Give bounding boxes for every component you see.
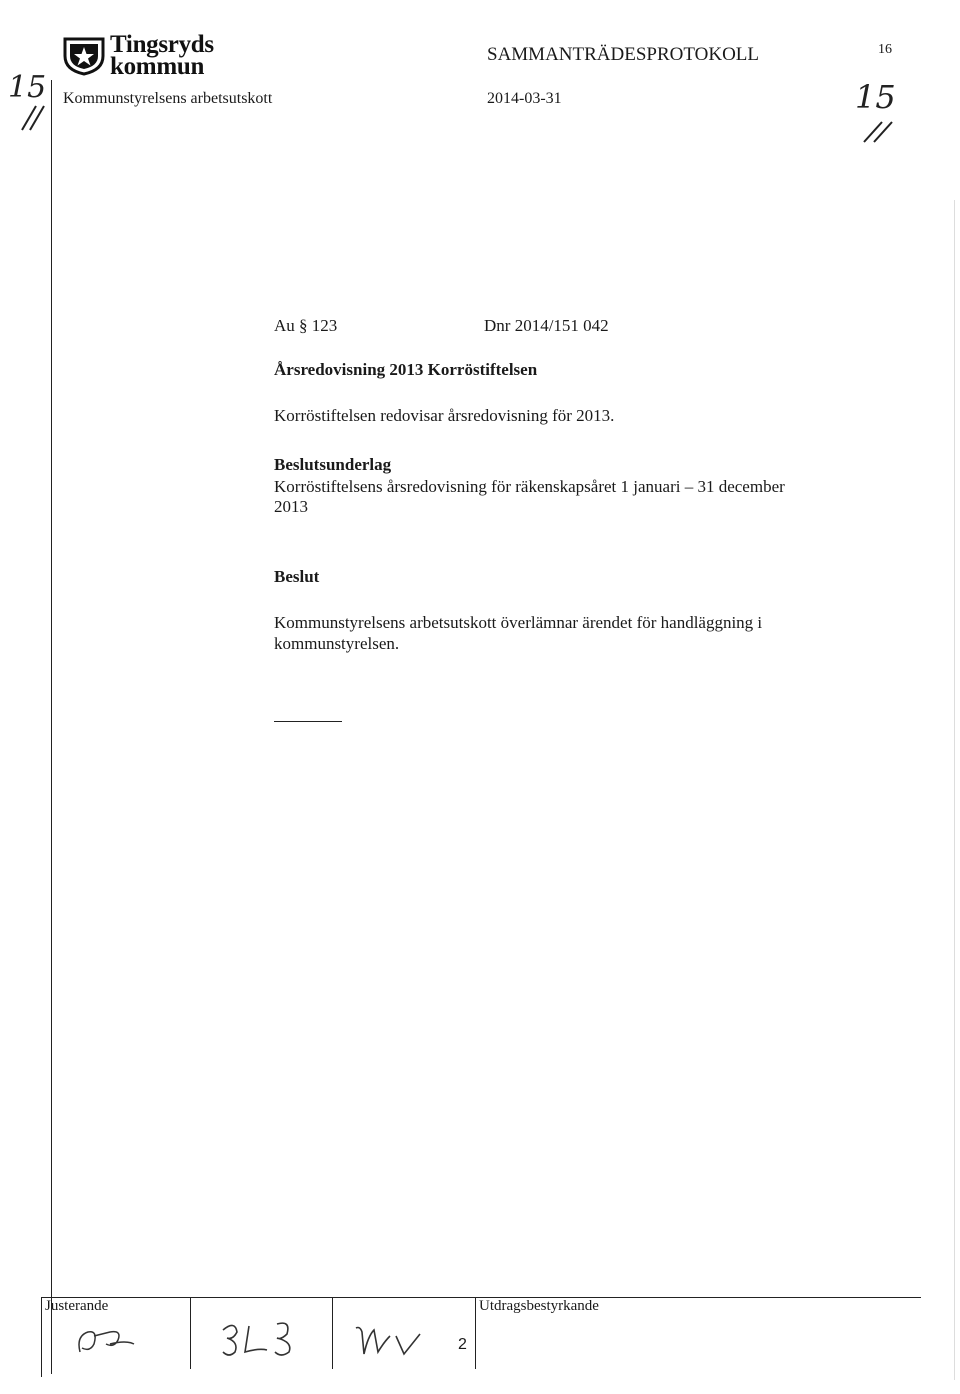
handwritten-mark-left: 15 xyxy=(8,70,47,105)
decision-heading: Beslut xyxy=(274,567,320,586)
decision-line-2: kommunstyrelsen. xyxy=(274,634,400,653)
coat-of-arms-icon xyxy=(62,36,106,76)
handwritten-strokes-left xyxy=(16,100,50,134)
org-unit: Kommunstyrelsens arbetsutskott xyxy=(63,90,273,107)
justerande-label: Justerande xyxy=(45,1298,109,1314)
footer-divider-3 xyxy=(332,1297,333,1369)
case-title: Årsredovisning 2013 Korröstiftelsen xyxy=(274,360,538,379)
margin-rule xyxy=(51,80,52,1374)
end-rule xyxy=(274,721,342,722)
basis-heading: Beslutsunderlag xyxy=(274,455,392,474)
footer-divider-4 xyxy=(475,1297,476,1369)
handwritten-mark-right: 15 xyxy=(855,78,896,116)
page-edge-shadow xyxy=(954,200,955,1380)
decision-line-1: Kommunstyrelsens arbetsutskott överlämnar ärendet för handläggning i xyxy=(274,613,763,632)
signature-3 xyxy=(350,1316,440,1362)
logo-wordmark xyxy=(110,31,214,80)
logo-line-1: Tingsryds xyxy=(110,31,214,58)
basis-line-2: 2013 xyxy=(274,497,308,516)
logo-line-2: kommun xyxy=(110,53,205,80)
footer-divider-1 xyxy=(41,1297,42,1377)
handwritten-strokes-right xyxy=(858,112,898,148)
signature-1 xyxy=(70,1318,150,1362)
diary-number: Dnr 2014/151 042 xyxy=(484,316,609,335)
document-type: SAMMANTRÄDESPROTOKOLL xyxy=(487,44,760,65)
page-number: 16 xyxy=(878,42,892,57)
extract-certifying-label: Utdragsbestyrkande xyxy=(479,1298,599,1314)
paragraph-number: Au § 123 xyxy=(274,316,338,335)
municipality-logo xyxy=(62,36,106,76)
case-intro: Korröstiftelsen redovisar årsredovisning för 2013. xyxy=(274,406,615,425)
basis-line-1: Korröstiftelsens årsredovisning för räkenskapsåret 1 januari – 31 december xyxy=(274,477,785,496)
footer-page-mark: 2 xyxy=(458,1336,467,1353)
footer-divider-2 xyxy=(190,1297,191,1369)
meeting-date: 2014-03-31 xyxy=(487,90,562,107)
signature-2 xyxy=(215,1312,315,1362)
